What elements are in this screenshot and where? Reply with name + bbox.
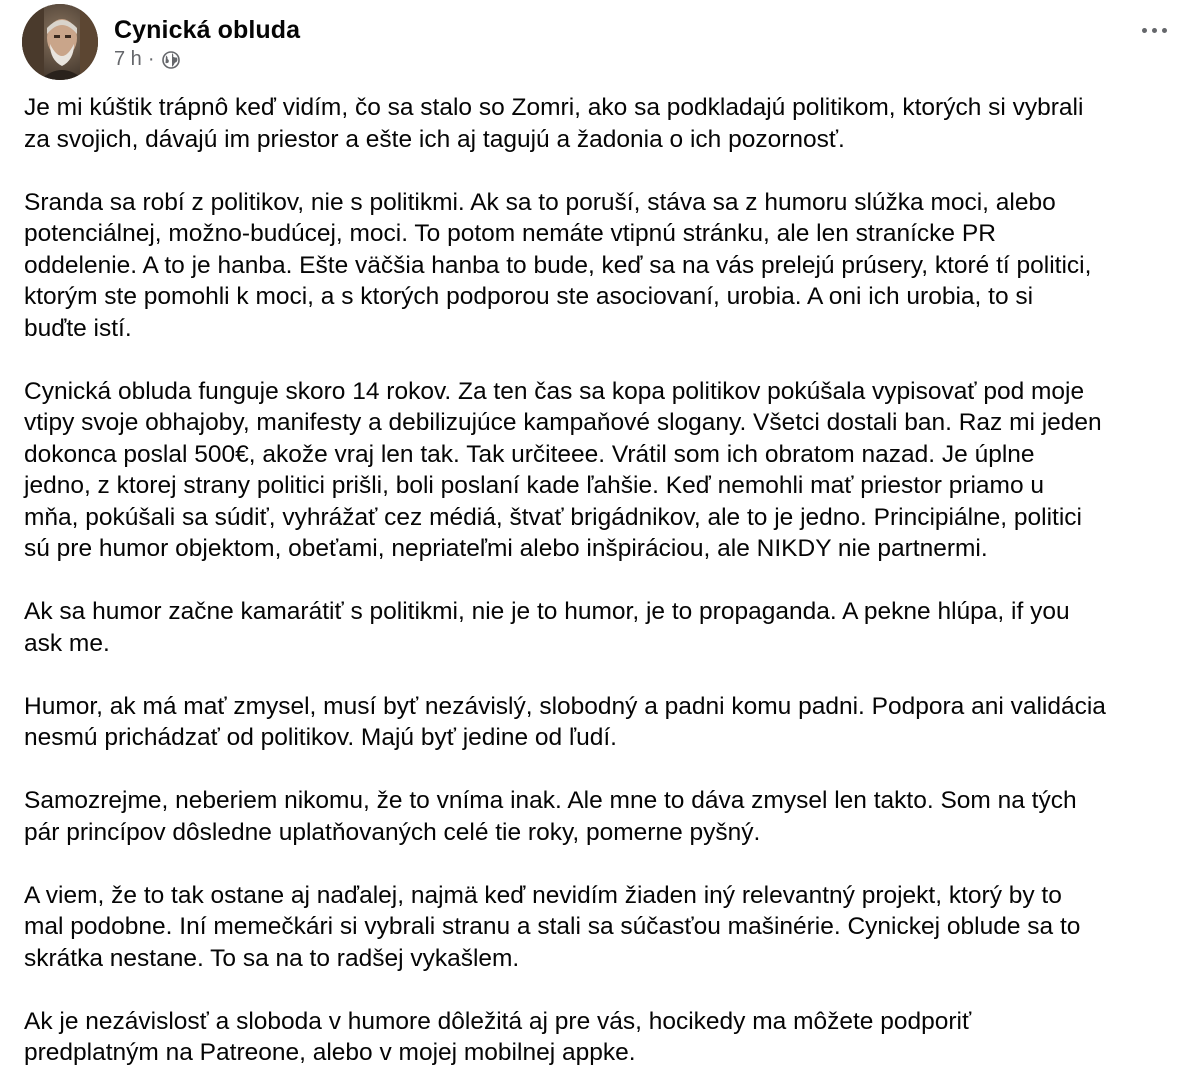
avatar-image	[22, 4, 98, 80]
post-paragraph: Ak je nezávislosť a sloboda v humore dôležitá aj pre vás, hocikedy ma môžete podporiť predplatným na Patreone, alebo v mojej mobilnej appke.	[24, 1007, 972, 1066]
avatar[interactable]	[22, 4, 98, 80]
post-paragraph: Cynická obluda funguje skoro 14 rokov. Za ten čas sa kopa politikov pokúšala vypisovať pod moje vtipy svoje obhajoby, manifesty a debilizujúce kampaňové slogany. Všetci dostali ban. Raz mi jeden dokonca poslal 500€, akože vraj len tak. Tak určiteee. Vrátil som ich obratom nazad. Je úplne jedno, z ktorej strany politici prišli, boli poslaní kade ľahšie. Keď nemohli mať priestor priamo u mňa, pokúšali sa súdiť, vyhrážať cez médiá, štvať brigádnikov, ale to je jedno. Principiálne, politici sú pre humor objektom, obeťami, nepriateľmi alebo inšpiráciou, ale NIKDY nie partnermi.	[24, 377, 1102, 562]
post-meta	[114, 48, 180, 71]
post-body	[24, 92, 1184, 1069]
post-paragraph: Sranda sa robí z politikov, nie s politikmi. Ak sa to poruší, stáva sa z humoru slúžka moci, alebo potenciálnej, možno-budúcej, moci. To potom nemáte vtipnú stránku, ale len stranícke PR oddelenie. A to je hanba. Ešte väčšia hanba to bude, keď sa na vás prelejú prúsery, ktoré tí politici, ktorým ste pomohli k moci, a s ktorých podporou ste asociovaní, urobia. A oni ich urobia, to si buďte istí.	[24, 188, 1092, 342]
post-time[interactable]: 7 h	[114, 48, 142, 70]
meta-separator: ·	[147, 48, 155, 70]
post-paragraph: Samozrejme, neberiem nikomu, že to vníma inak. Ale mne to dáva zmysel len takto. Som na tých pár princípov dôsledne uplatňovaných celé tie roky, pomerne pyšný.	[24, 787, 1077, 846]
post-paragraph: A viem, že to tak ostane aj naďalej, najmä keď nevidím žiaden iný relevantný projekt, ktorý by to mal podobne. Iní memečkári si vybrali stranu a stali sa súčasťou mašinérie. Cynickej oblude sa to skrátka nestane. To sa na to radšej vykašlem.	[24, 881, 1081, 972]
author-name[interactable]: Cynická obluda	[114, 16, 301, 44]
post-paragraph: Je mi kúštik trápnô keď vidím, čo sa stalo so Zomri, ako sa podkladajú politikom, ktorých si vybrali za svojich, dávajú im priestor a ešte ich aj tagujú a žadonia o ich pozornosť.	[24, 94, 1084, 153]
more-options-button[interactable]	[1134, 10, 1174, 50]
post-paragraph: Humor, ak má mať zmysel, musí byť nezávislý, slobodný a padni komu padni. Podpora ani validácia nesmú prichádzať od politikov. Majú byť jedine od ľudí.	[24, 692, 1106, 751]
globe-icon[interactable]	[162, 51, 180, 69]
post-paragraph: Ak sa humor začne kamarátiť s politikmi, nie je to humor, je to propaganda. A pekne hlúpa, if you ask me.	[24, 598, 1070, 657]
ellipsis-icon	[1142, 28, 1167, 33]
post-header	[22, 4, 1182, 84]
